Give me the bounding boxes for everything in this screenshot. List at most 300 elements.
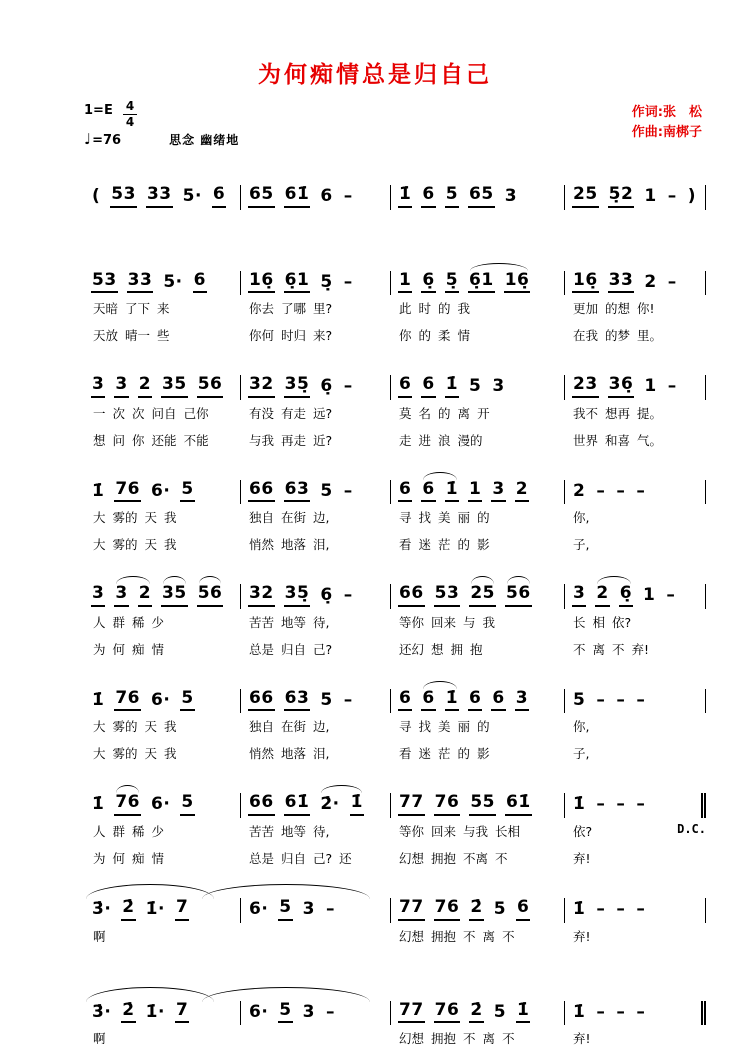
measure <box>240 689 390 714</box>
lyric-syllable: 了下 <box>125 301 151 317</box>
note: 6 <box>468 689 482 712</box>
note: 2̇ <box>469 898 483 921</box>
note: 3̇· <box>92 1001 112 1022</box>
note: 1 <box>644 186 657 207</box>
lyric-syllable: 和喜 <box>605 432 631 448</box>
note: 6̣ <box>421 271 435 294</box>
lyric-syllable: 群 <box>112 614 126 630</box>
lyric-measure <box>240 923 390 950</box>
lyric-syllable: 离 <box>592 641 606 657</box>
note: 5 <box>573 689 586 710</box>
dash-note: – <box>636 899 646 920</box>
lyric-syllable: 美 <box>438 510 451 526</box>
lyric-syllable: 迷 <box>418 746 432 762</box>
lyric-measure <box>240 400 390 427</box>
note: 2̇ <box>121 898 135 921</box>
lyric-syllable: 此 <box>399 301 412 317</box>
lyric-syllable: 有走 <box>281 405 307 421</box>
slur-group <box>161 584 188 607</box>
lyric-syllable: 啊 <box>93 1031 106 1047</box>
measure <box>84 271 240 296</box>
system <box>84 260 706 350</box>
lyric-syllable: 不 <box>502 928 515 944</box>
note: 66 <box>398 584 425 607</box>
lyric-measure <box>240 609 390 636</box>
key-tempo-block <box>84 99 240 149</box>
note: 1 <box>644 376 657 397</box>
lyric-measure <box>240 1025 390 1052</box>
lyric-syllable: 我 <box>164 719 177 735</box>
lyric-measure <box>564 923 706 950</box>
lyric-measure <box>240 295 390 322</box>
lyric-syllable: 地等 <box>281 824 307 840</box>
measure <box>84 1001 240 1026</box>
note: 5̣2 <box>608 185 635 208</box>
lyric-syllable: 边, <box>313 510 330 526</box>
lyric-syllable: 不能 <box>183 432 209 448</box>
lyric-syllable: 你 <box>399 328 412 344</box>
lyric-syllable: 来? <box>313 328 333 344</box>
lyric-syllable: 大 <box>93 719 106 735</box>
lyric-measure <box>240 713 390 740</box>
lyric-syllable: 想再 <box>605 405 631 421</box>
dash-note: – <box>325 1001 335 1022</box>
note: 6 <box>421 689 435 712</box>
lyric-syllable: 你 <box>132 432 145 448</box>
lyric-syllable: 泪, <box>313 537 330 553</box>
lyric-syllable: 啊 <box>93 928 106 944</box>
lyric-syllable: 与 <box>463 614 476 630</box>
lyric-measure <box>84 504 240 531</box>
lyric-measure <box>240 845 390 872</box>
lyrics-row <box>84 1025 706 1052</box>
lyrics-row <box>84 400 706 427</box>
dc-mark: D.C. <box>677 822 706 837</box>
note: 6 <box>421 375 435 398</box>
lyric-measure <box>564 609 706 636</box>
lyric-syllable: 看 <box>399 746 412 762</box>
dash-note: – <box>636 1001 646 1022</box>
note: 1 <box>643 585 656 606</box>
note: 77 <box>398 898 425 921</box>
lyric-syllable: 大 <box>93 537 106 553</box>
lyric-measure <box>564 504 706 531</box>
notes-row <box>84 573 706 609</box>
lyric-syllable: 待, <box>313 824 330 840</box>
measure <box>564 375 706 400</box>
lyric-syllable: 美 <box>438 719 451 735</box>
slur-group <box>421 480 459 503</box>
dash-note: – <box>343 585 353 606</box>
note: 5 <box>180 480 194 503</box>
note: 56 <box>197 584 224 607</box>
lyric-syllable: 等你 <box>399 614 425 630</box>
lyric-measure <box>84 295 240 322</box>
lyric-measure <box>564 322 706 349</box>
notes-row <box>84 782 706 818</box>
note: 36̣ <box>608 375 635 398</box>
lyric-syllable: 你! <box>637 301 655 317</box>
lyric-syllable: 一 <box>93 405 106 421</box>
lyric-measure <box>564 400 706 427</box>
lyric-syllable: 的 <box>457 746 471 762</box>
measure <box>564 185 706 210</box>
lyric-syllable: 我 <box>482 614 496 630</box>
lyric-measure <box>390 295 564 322</box>
measure <box>84 793 240 818</box>
lyric-syllable: 与我 <box>249 432 275 448</box>
note: 7 <box>175 898 189 921</box>
notes-row <box>84 469 706 505</box>
measure <box>240 185 390 210</box>
lyrics-row <box>84 636 706 663</box>
lyric-syllable: 天 <box>144 746 158 762</box>
note: 61̇ <box>284 185 311 208</box>
lyric-measure <box>240 531 390 558</box>
measure <box>84 689 240 714</box>
measure <box>84 185 240 210</box>
lyric-syllable: 悄然 <box>249 746 275 762</box>
note: 33 <box>608 271 635 294</box>
lyric-syllable: 还 <box>339 851 352 867</box>
lyric-syllable: 茫 <box>438 537 451 553</box>
lyrics-row <box>84 295 706 322</box>
note: 66 <box>248 689 275 712</box>
dash-note: – <box>667 376 677 397</box>
slur-group <box>505 584 532 607</box>
note: 6· <box>249 899 269 920</box>
lyric-syllable: 影 <box>477 746 490 762</box>
lyric-syllable: 痴 <box>132 641 145 657</box>
lyric-syllable: 幻想 <box>399 928 425 944</box>
slur-group <box>114 584 152 607</box>
dash-note: – <box>616 899 626 920</box>
note: 76 <box>434 898 461 921</box>
measure <box>390 1001 564 1026</box>
lyric-measure <box>84 531 240 558</box>
lyric-syllable: 少 <box>151 614 165 630</box>
lyric-syllable: 世界 <box>573 432 599 448</box>
dash-note: – <box>616 480 626 501</box>
lyric-syllable: 不 <box>495 851 508 867</box>
lyric-measure <box>390 322 564 349</box>
intro-system <box>84 174 706 210</box>
note: 2̇ <box>469 1001 483 1024</box>
note: 5 <box>278 1001 292 1024</box>
measure <box>564 898 706 923</box>
lyric-syllable: 稀 <box>132 614 145 630</box>
lyric-syllable: 天 <box>144 510 158 526</box>
note: 1 <box>468 480 482 503</box>
system <box>84 364 706 454</box>
note: 3 <box>91 375 105 398</box>
note: 2 <box>595 584 609 607</box>
lyric-syllable: 茫 <box>438 746 451 762</box>
note: 1̇ <box>92 794 105 815</box>
lyrics-row <box>84 713 706 740</box>
lyric-syllable: 苦苦 <box>249 824 275 840</box>
lyric-syllable: 远? <box>313 405 333 421</box>
measure <box>240 584 390 609</box>
lyric-syllable: 己? <box>313 851 333 867</box>
lyric-syllable: 时归 <box>281 328 307 344</box>
note: 3 <box>114 375 128 398</box>
composer-credit: 作曲:南梆子 <box>631 124 702 140</box>
lyric-syllable: 的 <box>477 719 490 735</box>
note: 1̇ <box>573 794 586 815</box>
lyric-syllable: 天放 <box>93 328 119 344</box>
dash-note: – <box>343 271 353 292</box>
lyric-syllable: 弃! <box>631 641 650 657</box>
measure <box>390 898 564 923</box>
note: 5̣ <box>320 271 333 292</box>
note: 32 <box>248 375 275 398</box>
note: 6 <box>320 186 333 207</box>
lyric-syllable: 苦苦 <box>249 614 275 630</box>
paren: ) <box>687 186 696 207</box>
song-title: 为何痴情总是归自己 <box>258 62 492 88</box>
lyric-measure <box>84 923 240 950</box>
notes-row <box>84 364 706 400</box>
lyric-syllable: 里? <box>313 301 333 317</box>
time-signature <box>123 100 137 128</box>
lyric-syllable: 寻 <box>399 510 412 526</box>
lyric-syllable: 找 <box>418 510 432 526</box>
lyric-syllable: 走 <box>399 432 412 448</box>
lyric-syllable: 为 <box>93 641 106 657</box>
lyric-syllable: 更加 <box>573 301 599 317</box>
lyric-measure <box>240 322 390 349</box>
lyric-measure <box>564 740 706 767</box>
note: 5 <box>320 480 333 501</box>
note: 3 <box>302 899 315 920</box>
lyric-syllable: 提。 <box>637 405 663 421</box>
lyrics-row <box>84 740 706 767</box>
lyric-syllable: 在街 <box>281 510 307 526</box>
note: 5 <box>180 689 194 712</box>
lyric-syllable: 弃! <box>573 851 591 867</box>
dash-note: – <box>667 186 677 207</box>
note: 6 <box>193 271 207 294</box>
lyric-syllable: 情 <box>151 641 165 657</box>
measure <box>240 271 390 296</box>
lyric-syllable: 进 <box>418 432 432 448</box>
slur-group <box>468 271 530 294</box>
lyric-measure <box>390 1025 564 1052</box>
lyric-syllable: 雾的 <box>112 537 138 553</box>
dash-note: – <box>636 689 646 710</box>
note: 1 <box>398 271 412 294</box>
lyric-syllable: 里。 <box>637 328 663 344</box>
key-signature: 1=E <box>84 103 113 118</box>
lyric-syllable: 开 <box>477 405 490 421</box>
note: 6· <box>249 1001 269 1022</box>
note: 3 <box>572 584 586 607</box>
lyric-syllable: 地等 <box>281 614 307 630</box>
lyric-syllable: 雾的 <box>112 510 138 526</box>
measure <box>390 480 564 505</box>
lyric-syllable: 的梦 <box>605 328 631 344</box>
lyric-syllable: 总是 <box>249 641 275 657</box>
measure <box>564 689 706 714</box>
lyric-syllable: 何 <box>112 641 126 657</box>
note: 61̇ <box>284 793 311 816</box>
lyric-syllable: 拥抱 <box>431 1031 457 1047</box>
lyric-syllable: 的 <box>438 301 451 317</box>
note: 5· <box>163 271 183 292</box>
lyrics-row <box>84 818 706 845</box>
lyric-syllable: 情 <box>151 851 165 867</box>
note: 1̇· <box>145 899 165 920</box>
note: 5 <box>469 376 482 397</box>
note: 35 <box>161 375 188 398</box>
note: 76 <box>434 793 461 816</box>
notes-row <box>84 678 706 714</box>
lyrics-row <box>84 427 706 454</box>
note: 35 <box>161 584 188 607</box>
note: 1̇ <box>573 899 586 920</box>
note: 5 <box>278 898 292 921</box>
lyric-measure <box>84 609 240 636</box>
measure <box>390 185 564 210</box>
lyric-syllable: 大 <box>93 510 106 526</box>
slur-group <box>469 584 496 607</box>
lyric-measure <box>390 400 564 427</box>
measure <box>240 898 390 923</box>
lyric-syllable: 再走 <box>281 432 307 448</box>
lyric-syllable: 独自 <box>249 510 275 526</box>
lyric-syllable: 问自 <box>151 405 177 421</box>
note: 16̣ <box>572 271 599 294</box>
lyric-syllable: 浪 <box>438 432 451 448</box>
lyric-syllable: 归自 <box>281 641 307 657</box>
lyric-syllable: 有没 <box>249 405 275 421</box>
lyric-syllable: 待, <box>313 614 330 630</box>
lyric-syllable: 长 <box>573 614 586 630</box>
note: 3 <box>504 186 518 207</box>
lyric-measure <box>564 713 706 740</box>
lyric-syllable: 你去 <box>249 301 275 317</box>
lyric-syllable: 影 <box>477 537 490 553</box>
note: 16̣ <box>248 271 275 294</box>
measure <box>564 584 706 609</box>
system <box>84 678 706 768</box>
paren: ( <box>92 186 101 207</box>
lyric-measure <box>564 427 706 454</box>
lyric-syllable: 我不 <box>573 405 599 421</box>
system <box>84 990 706 1053</box>
note: 2 <box>644 271 657 292</box>
lyric-syllable: 我 <box>164 537 177 553</box>
lyric-syllable: 总是 <box>249 851 275 867</box>
note: 6 <box>398 689 412 712</box>
lyric-syllable: 人 <box>93 614 106 630</box>
measure <box>240 1001 390 1026</box>
lyric-measure <box>390 504 564 531</box>
note: 2 <box>138 375 152 398</box>
lyric-syllable: 地落 <box>281 746 307 762</box>
tempo-value: =76 <box>92 133 122 149</box>
measure <box>240 480 390 505</box>
lyric-syllable: 名 <box>418 405 432 421</box>
lyric-syllable: 大 <box>93 746 106 762</box>
lyric-syllable: 少 <box>151 824 165 840</box>
note: 5 <box>320 689 333 710</box>
dash-note: – <box>666 585 676 606</box>
lyric-measure <box>84 818 240 845</box>
note: 6· <box>151 480 171 501</box>
lyric-syllable: 你, <box>573 510 590 526</box>
note: 5· <box>182 186 202 207</box>
dash-note: – <box>596 794 606 815</box>
note: 1̇ <box>445 480 459 503</box>
note: 6̣ <box>619 584 633 607</box>
lyric-syllable: 幻想 <box>399 1031 425 1047</box>
lyric-syllable: 在街 <box>281 719 307 735</box>
lyric-syllable: 依? <box>612 614 632 630</box>
note: 32 <box>248 584 275 607</box>
dash-note: – <box>596 1001 606 1022</box>
measure <box>564 1001 706 1026</box>
note: 66 <box>248 793 275 816</box>
lyrics-row <box>84 531 706 558</box>
note: 65 <box>468 185 495 208</box>
measure <box>564 480 706 505</box>
measure <box>390 689 564 714</box>
lyric-syllable: 不 <box>463 928 476 944</box>
lyric-measure <box>240 427 390 454</box>
quarter-note-icon: ♩ <box>84 130 92 149</box>
lyric-measure <box>390 740 564 767</box>
lyric-syllable: 依? <box>573 824 593 840</box>
note: 1̇ <box>350 793 364 816</box>
note: 55 <box>469 793 496 816</box>
slur-group <box>421 689 459 712</box>
lyric-syllable: 想 <box>431 641 444 657</box>
lyric-syllable: 问 <box>112 432 126 448</box>
lyric-syllable: 在我 <box>573 328 599 344</box>
lyric-syllable: 弃! <box>573 928 591 944</box>
note: 3 <box>302 1001 315 1022</box>
note: 6 <box>421 480 435 503</box>
system <box>84 887 706 950</box>
note: 1̇· <box>145 1001 165 1022</box>
note: 2 <box>515 480 529 503</box>
lyric-measure <box>390 923 564 950</box>
lyric-syllable: 子, <box>573 537 590 553</box>
dash-note: – <box>343 376 353 397</box>
lyric-syllable: 不 <box>573 641 586 657</box>
lyric-syllable: 群 <box>112 824 126 840</box>
measure <box>84 480 240 505</box>
lyric-syllable: 我 <box>164 510 177 526</box>
lyric-measure <box>84 1025 240 1052</box>
measure <box>390 584 564 609</box>
lyric-syllable: 还幻 <box>399 641 425 657</box>
notes-row <box>84 990 706 1026</box>
system <box>84 782 706 872</box>
slur-group <box>319 793 364 816</box>
lyric-syllable: 拥抱 <box>431 928 457 944</box>
lyric-syllable: 己? <box>313 641 333 657</box>
lyric-syllable: 拥抱 <box>431 851 457 867</box>
note: 5 <box>493 1001 507 1022</box>
lyric-syllable: 拥 <box>450 641 464 657</box>
note: 5 <box>493 899 507 920</box>
dash-note: – <box>667 271 677 292</box>
note: 6̣ <box>320 376 333 397</box>
note: 2 <box>573 480 586 501</box>
